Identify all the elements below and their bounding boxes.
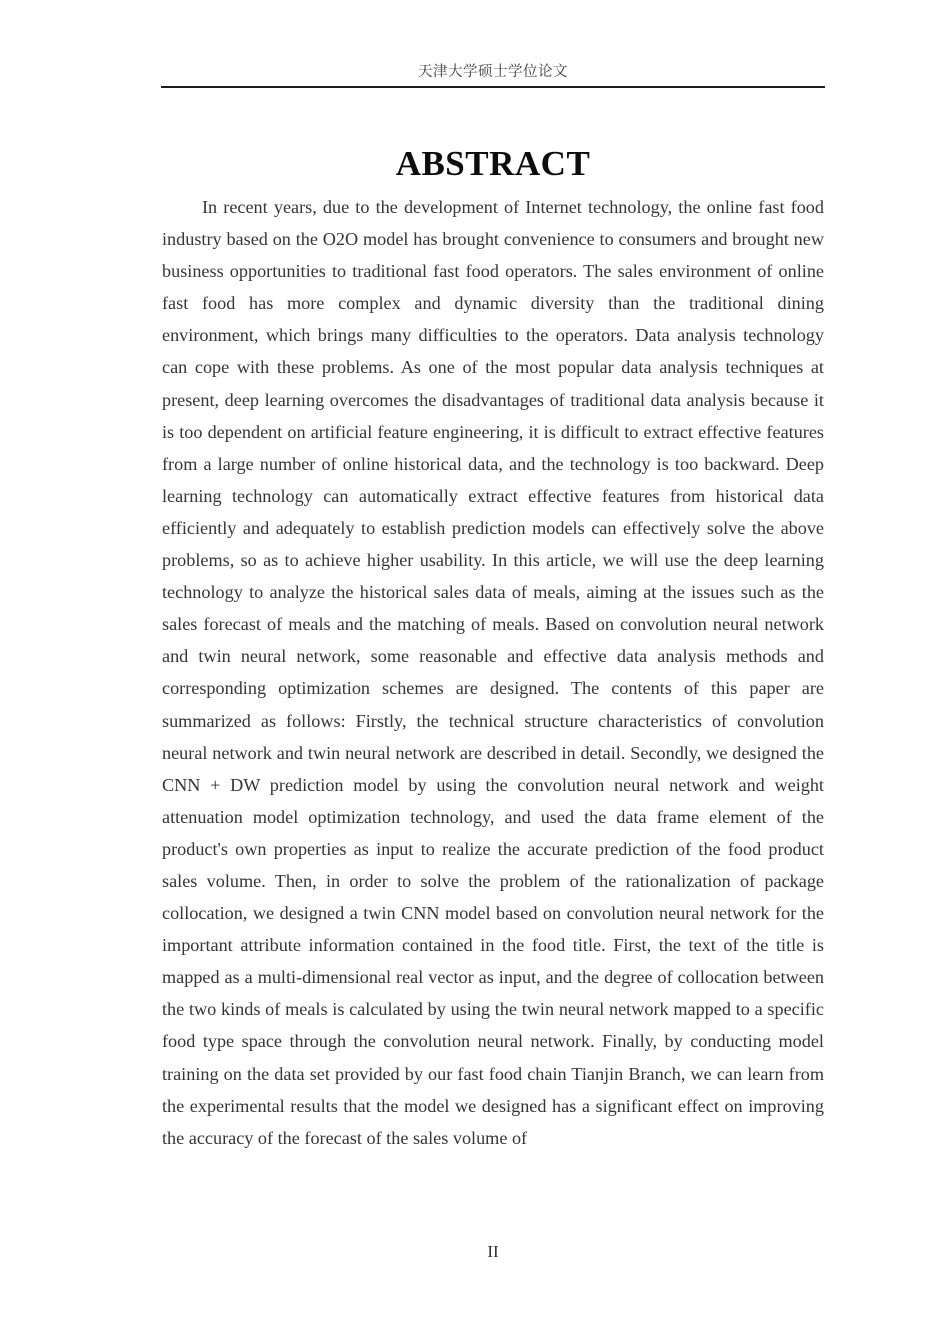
abstract-paragraph: In recent years, due to the development of Internet technology, the online fast food industry based on the O2O model has brought convenience to consumers and brought new business opportunities to traditional fast food operators. The sales environment of online fast food has more complex and dynamic diversity than the traditional dining environment, which brings many difficulties to the operators. Data analysis technology can cope with these problems. As one of the most popular data analysis techniques at present, deep learning overcomes the disadvantages of traditional data analysis because it is too dependent on artificial feature engineering, it is difficult to extract effective features from a large number of online historical data, and the technology is too backward. Deep learning technology can automatically extract effective features from historical data efficiently and adequately to establish prediction models can effectively solve the above problems, so as to achieve higher usability. In this article, we will use the deep learning technology to analyze the historical sales data of meals, aiming at the issues such as the sales forecast of meals and the matching of meals. Based on convolution neural network and twin neural network, some reasonable and effective data analysis methods and corresponding optimization schemes are designed. The contents of this paper are summarized as follows: Firstly, the technical structure characteristics of convolution neural network and twin neural network are described in detail. Secondly, we designed the CNN + DW prediction model by using the convolution neural network and weight attenuation model optimization technology, and used the data frame element of the product's own properties as input to realize the accurate prediction of the food product sales volume. Then, in order to solve the problem of the rationalization of package collocation, we designed a twin CNN model based on convolution neural network for the important attribute information contained in the food title. First, the text of the title is mapped as a multi-dimensional real vector as input, and the degree of collocation between the two kinds of meals is calculated by using the twin neural network mapped to a specific food type space through the convolution neural network. Finally, by conducting model training on the data set provided by our fast food chain Tianjin Branch, we can learn from the experimental results that the model we designed has a significant effect on improving the accuracy of the forecast of the sales volume of	[162, 197, 824, 1148]
header-divider-rule	[161, 86, 825, 88]
page-number: II	[487, 1242, 499, 1261]
page-title: ABSTRACT	[395, 144, 591, 184]
abstract-body	[162, 191, 824, 1154]
page-header	[161, 62, 825, 88]
running-header-title: 天津大学硕士学位论文	[418, 64, 568, 80]
page-footer	[161, 1240, 825, 1264]
